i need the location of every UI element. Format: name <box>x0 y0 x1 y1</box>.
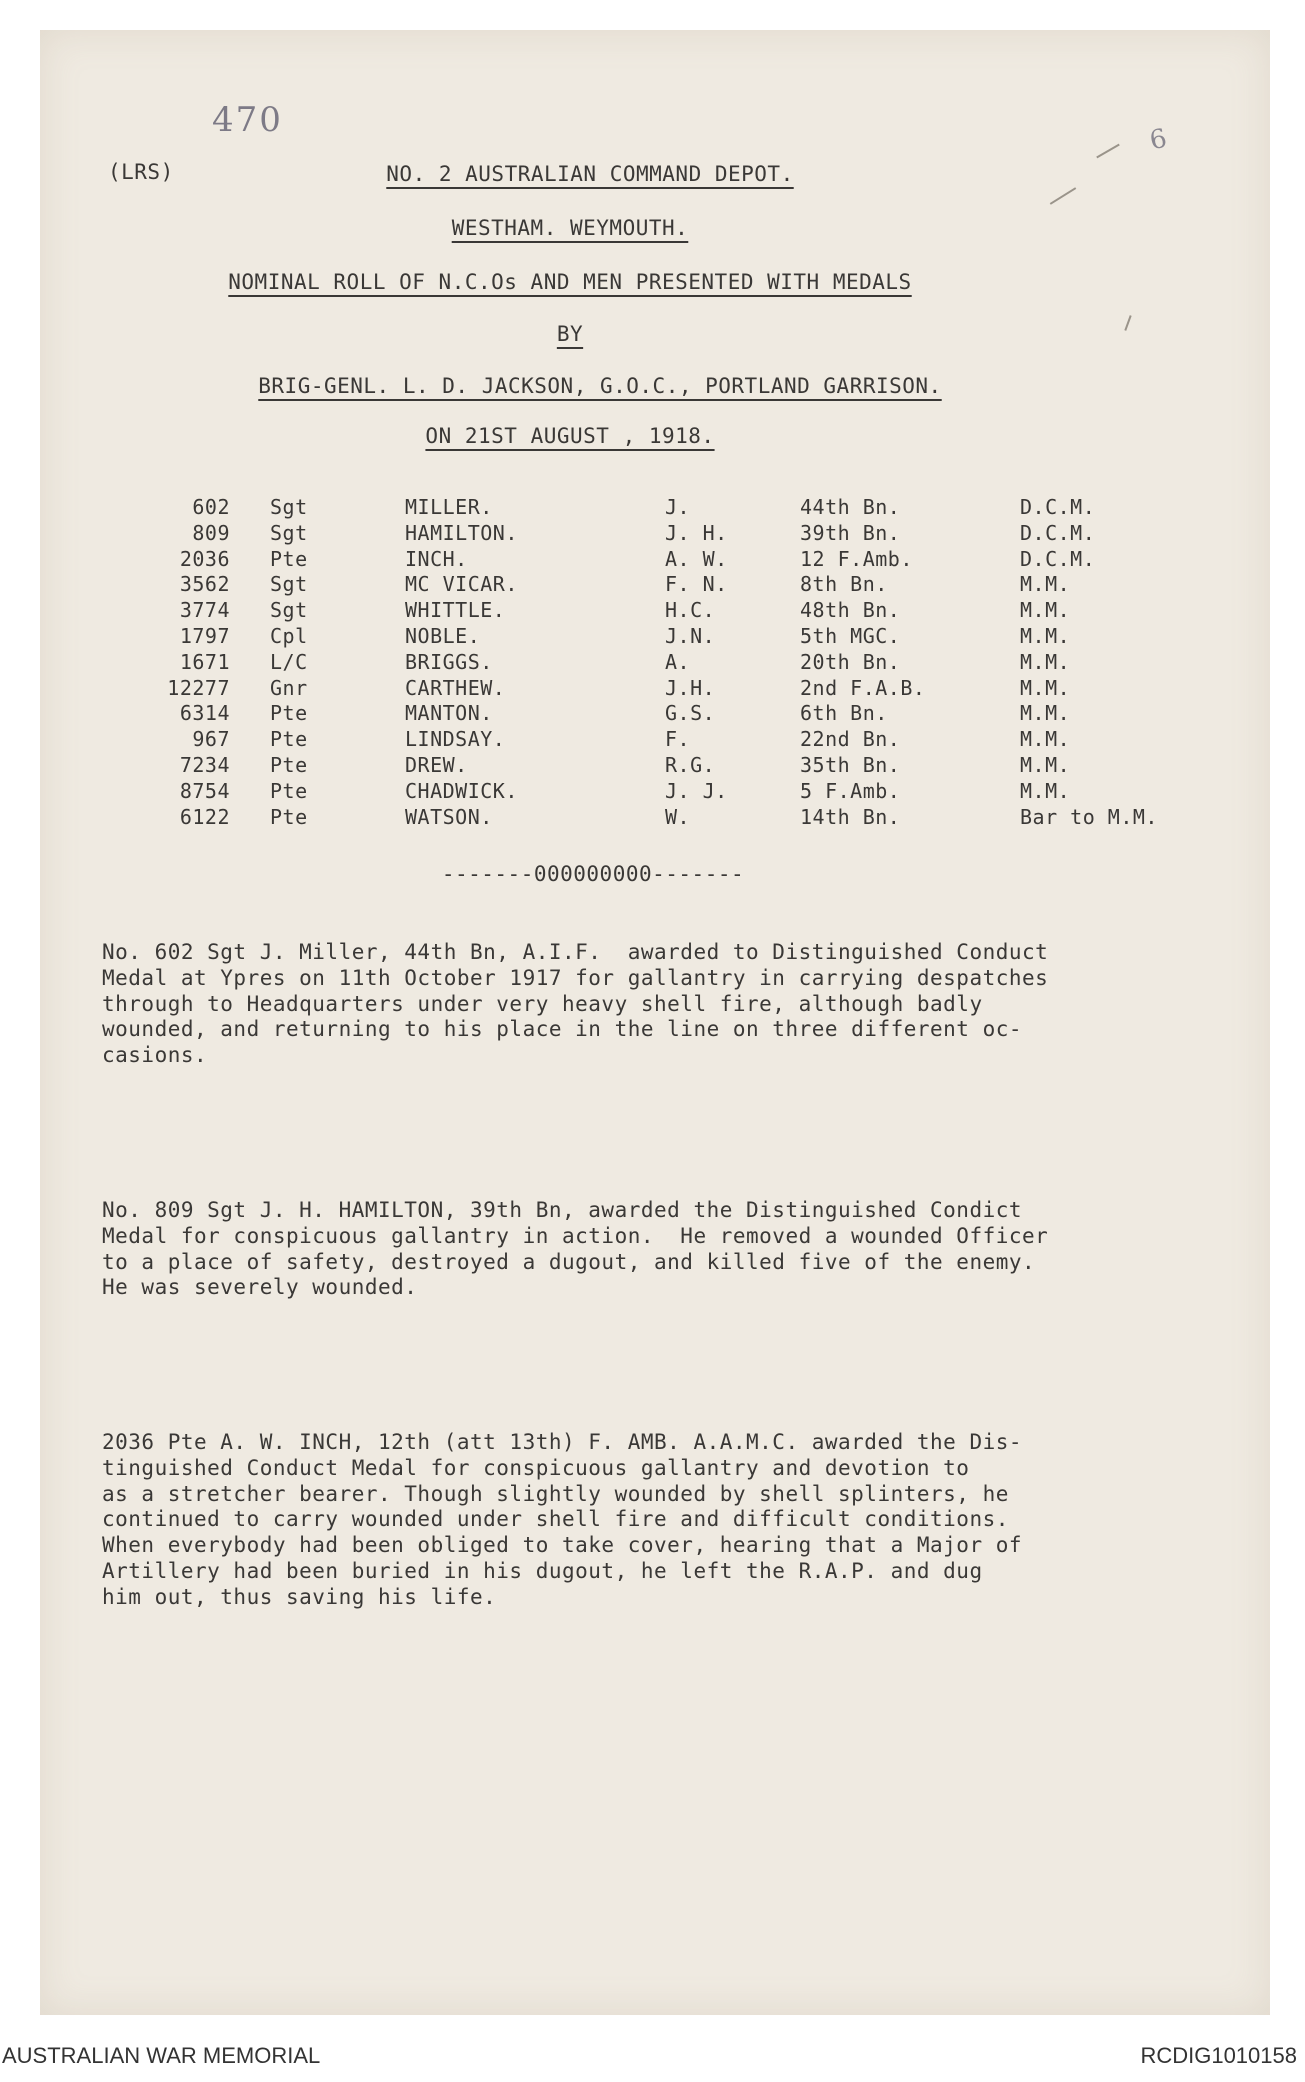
table-row <box>140 701 1210 727</box>
service-number-cell: 6314 <box>179 701 230 726</box>
initials-cell: J.N. <box>665 623 716 648</box>
unit-cell: 39th Bn. <box>800 520 901 545</box>
unit-cell: 8th Bn. <box>800 572 888 597</box>
table-row <box>140 547 1210 573</box>
service-number-cell: 602 <box>192 495 230 519</box>
initials-cell: G.S. <box>665 701 716 726</box>
surname-cell: WATSON. <box>405 804 493 829</box>
service-number-cell: 2036 <box>179 546 230 571</box>
unit-cell: 35th Bn. <box>800 752 901 777</box>
table-row <box>140 753 1210 779</box>
rank-cell: Sgt <box>270 520 308 545</box>
rank-cell: L/C <box>270 649 308 674</box>
reference-code: (LRS) <box>108 160 174 184</box>
rank-cell: Sgt <box>270 495 308 519</box>
rank-cell: Pte <box>270 546 308 571</box>
service-number-cell: 809 <box>192 520 230 545</box>
service-number-cell: 7234 <box>179 752 230 777</box>
table-row <box>140 727 1210 753</box>
surname-cell: CARTHEW. <box>405 675 506 700</box>
surname-cell: LINDSAY. <box>405 727 506 752</box>
citation-hamilton: No. 809 Sgt J. H. HAMILTON, 39th Bn, awarded the Distinguished Condict Medal for conspicuous gallantry in action. He removed a wounded Officer to a place of safety, destroyed a dugout, and killed five of the enemy. He was severely wounded. <box>102 1198 1049 1300</box>
table-row <box>140 521 1210 547</box>
surname-cell: MILLER. <box>405 495 493 519</box>
surname-cell: INCH. <box>405 546 468 571</box>
medal-cell: M.M. <box>1020 675 1071 700</box>
rank-cell: Pte <box>270 727 308 752</box>
medal-cell: M.M. <box>1020 778 1071 803</box>
initials-cell: F. N. <box>665 572 728 597</box>
footer-record-id: RCDIG1010158 <box>1140 2043 1297 2068</box>
rank-cell: Gnr <box>270 675 308 700</box>
medal-cell: M.M. <box>1020 752 1071 777</box>
initials-cell: H.C. <box>665 598 716 623</box>
surname-cell: MANTON. <box>405 701 493 726</box>
rank-cell: Cpl <box>270 623 308 648</box>
header-line-1: NO. 2 AUSTRALIAN COMMAND DEPOT. <box>386 162 794 186</box>
table-row <box>140 650 1210 676</box>
rank-cell: Pte <box>270 778 308 803</box>
table-row <box>140 676 1210 702</box>
initials-cell: J.H. <box>665 675 716 700</box>
service-number-cell: 1671 <box>179 649 230 674</box>
initials-cell: J. H. <box>665 520 728 545</box>
unit-cell: 12 F.Amb. <box>800 546 913 571</box>
header-line-5: BRIG-GENL. L. D. JACKSON, G.O.C., PORTLAND GARRISON. <box>258 374 942 398</box>
initials-cell: F. <box>665 727 691 752</box>
surname-cell: MC VICAR. <box>405 572 518 597</box>
rank-cell: Pte <box>270 701 308 726</box>
citation-inch: 2036 Pte A. W. INCH, 12th (att 13th) F. AMB. A.A.M.C. awarded the Dis- tinguished Conduct Medal for conspicuous gallantry and devotion to as a stretcher bearer. Though slightly wounded by shell splinters, he continued to carry wounded under shell fire and difficult conditions. When everybody had been obliged to take cover, hearing that a Major of Artillery had been buried in his dugout, he left the R.A.P. and dug him out, thus saving his life. <box>102 1430 1023 1609</box>
initials-cell: R.G. <box>665 752 716 777</box>
unit-cell: 20th Bn. <box>800 649 901 674</box>
surname-cell: CHADWICK. <box>405 778 518 803</box>
rank-cell: Pte <box>270 752 308 777</box>
surname-cell: WHITTLE. <box>405 598 506 623</box>
medal-cell: M.M. <box>1020 598 1071 623</box>
table-row <box>140 805 1210 831</box>
medal-roll-table <box>140 495 1210 830</box>
medal-cell: Bar to M.M. <box>1020 804 1158 829</box>
surname-cell: HAMILTON. <box>405 520 518 545</box>
footer-archive-name: AUSTRALIAN WAR MEMORIAL <box>2 2043 321 2068</box>
service-number-cell: 1797 <box>179 623 230 648</box>
header-line-6: ON 21ST AUGUST , 1918. <box>425 424 715 448</box>
service-number-cell: 967 <box>192 727 230 752</box>
unit-cell: 48th Bn. <box>800 598 901 623</box>
section-divider: -------000000000------- <box>441 862 745 886</box>
surname-cell: DREW. <box>405 752 468 777</box>
page-number: 6 <box>1147 123 1170 157</box>
table-row <box>140 598 1210 624</box>
service-number-cell: 8754 <box>179 778 230 803</box>
header-line-4: BY <box>556 322 584 346</box>
unit-cell: 6th Bn. <box>800 701 888 726</box>
unit-cell: 5th MGC. <box>800 623 901 648</box>
service-number-cell: 3774 <box>179 598 230 623</box>
citation-miller: No. 602 Sgt J. Miller, 44th Bn, A.I.F. awarded to Distinguished Conduct Medal at Ypres on 11th October 1917 for gallantry in carrying despatches through to Headquarters under very heavy shell fire, although badly wounded, and returning to his place in the line on three different oc- casions. <box>102 940 1049 1068</box>
initials-cell: J. J. <box>665 778 728 803</box>
table-row <box>140 572 1210 598</box>
medal-cell: D.C.M. <box>1020 546 1096 571</box>
initials-cell: A. W. <box>665 546 728 571</box>
unit-cell: 5 F.Amb. <box>800 778 901 803</box>
surname-cell: BRIGGS. <box>405 649 493 674</box>
medal-cell: M.M. <box>1020 649 1071 674</box>
unit-cell: 44th Bn. <box>800 495 901 519</box>
rank-cell: Pte <box>270 804 308 829</box>
service-number-cell: 6122 <box>179 804 230 829</box>
initials-cell: W. <box>665 804 691 829</box>
unit-cell: 22nd Bn. <box>800 727 901 752</box>
unit-cell: 2nd F.A.B. <box>800 675 926 700</box>
surname-cell: NOBLE. <box>405 623 481 648</box>
header-line-2: WESTHAM. WEYMOUTH. <box>451 216 689 240</box>
table-row <box>140 495 1210 521</box>
service-number-cell: 12277 <box>167 675 230 700</box>
medal-cell: M.M. <box>1020 701 1071 726</box>
service-number-cell: 3562 <box>179 572 230 597</box>
header-line-3: NOMINAL ROLL OF N.C.Os AND MEN PRESENTED WITH MEDALS <box>228 270 912 294</box>
rank-cell: Sgt <box>270 598 308 623</box>
table-row <box>140 624 1210 650</box>
stamp-number: 470 <box>212 100 283 140</box>
rank-cell: Sgt <box>270 572 308 597</box>
medal-cell: M.M. <box>1020 623 1071 648</box>
initials-cell: A. <box>665 649 691 674</box>
medal-cell: M.M. <box>1020 572 1071 597</box>
initials-cell: J. <box>665 495 691 519</box>
table-row <box>140 779 1210 805</box>
medal-cell: D.C.M. <box>1020 495 1096 519</box>
unit-cell: 14th Bn. <box>800 804 901 829</box>
medal-cell: D.C.M. <box>1020 520 1096 545</box>
medal-cell: M.M. <box>1020 727 1071 752</box>
